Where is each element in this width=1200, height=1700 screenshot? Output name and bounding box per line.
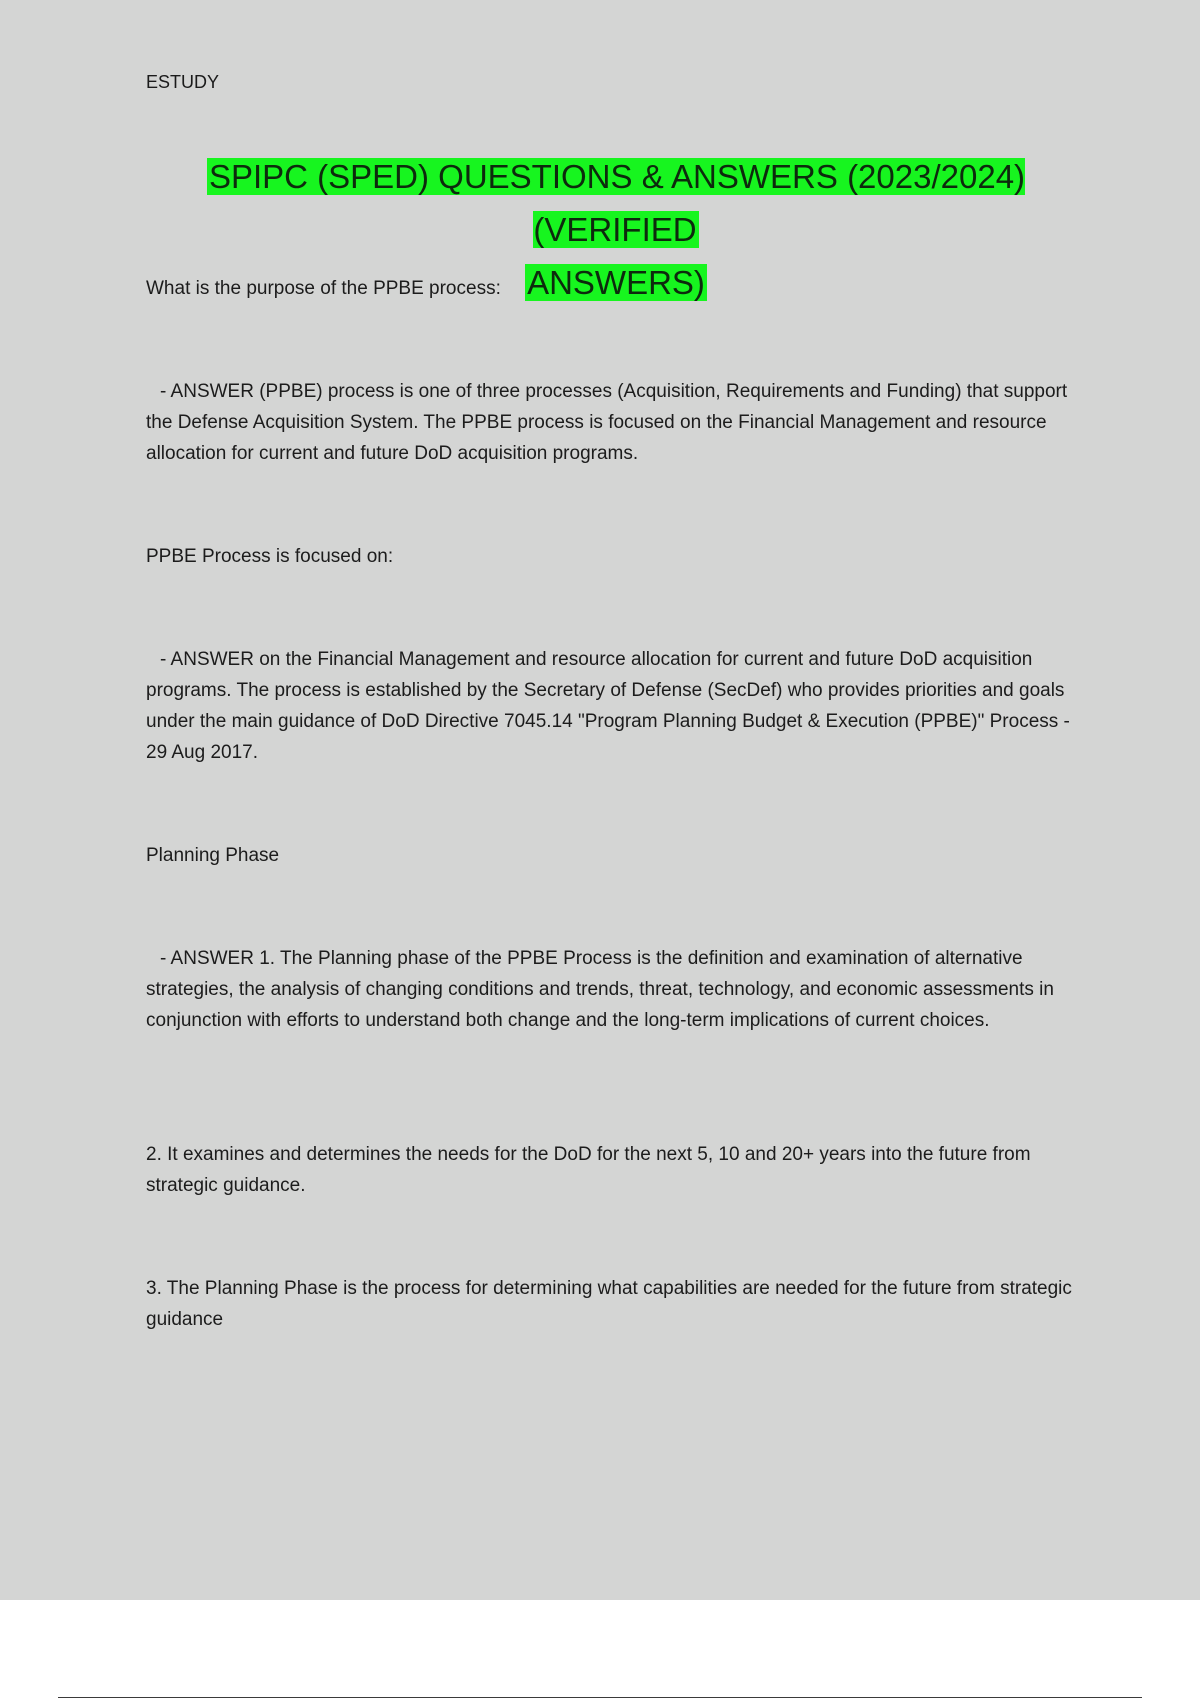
question-ppbe-purpose: What is the purpose of the PPBE process: (146, 278, 501, 299)
footer-divider (58, 1697, 1142, 1698)
title-line-2: ANSWERS) (527, 264, 705, 301)
paragraph-planning-2: 2. It examines and determines the needs for the DoD for the next 5, 10 and 20+ years into the future from strategic guidance. (146, 1144, 1031, 1196)
answer-planning-phase: - ANSWER 1. The Planning phase of the PPBE Process is the definition and examination of alternative strategies, the analysis of changing conditions and trends, threat, technology, and economic assessments in conjunction with efforts to understand both change and the long-term implications of current choices. (146, 948, 1054, 1031)
title-line-1: SPIPC (SPED) QUESTIONS & ANSWERS (2023/2024)(VERIFIED (208, 158, 1026, 248)
answer-ppbe-focus: - ANSWER on the Financial Management and resource allocation for current and future DoD acquisition programs. The process is established by the Secretary of Defense (SecDef) who provides priorities and goals under the main guidance of DoD Directive 7045.14 "Program Planning Budget & Execution (PPBE)" Process - 29 Aug 2017. (146, 649, 1070, 763)
answer-ppbe-purpose: - ANSWER (PPBE) process is one of three processes (Acquisition, Requirements and Funding) that support the Defense Acquisition System. The PPBE process is focused on the Financial Management and resource allocation for current and future DoD acquisition programs. (146, 381, 1068, 464)
header-label: ESTUDY (146, 72, 220, 92)
question-ppbe-focus: PPBE Process is focused on: (146, 546, 394, 567)
question-planning-phase: Planning Phase (146, 845, 280, 866)
paragraph-planning-3: 3. The Planning Phase is the process for determining what capabilities are needed for the future from strategic guidance (146, 1278, 1072, 1330)
